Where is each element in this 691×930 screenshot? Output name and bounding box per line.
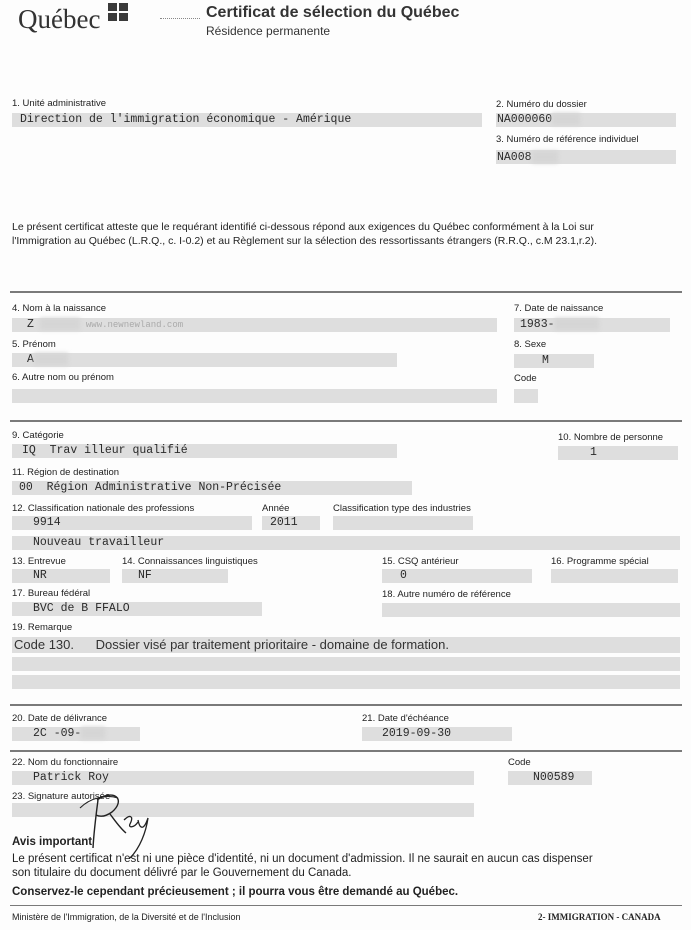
avis-line-1: Le présent certificat n'est ni une pièce d'identité, ni un document d'admission. Il ne saurait en aucun cas dispenser — [12, 853, 593, 865]
sexe-label: 8. Sexe — [514, 339, 547, 350]
intro-text-line-2: l'Immigration au Québec (L.R.Q., c. I-0.2) et au Règlement sur la sélection des ressortissants étrangers (R.R.Q., c.M 23.1,r.2). — [12, 235, 597, 247]
signature-label: 23. Signature autorisée — [12, 791, 111, 802]
fonctionnaire-value: Patrick Roy — [33, 771, 109, 784]
avis-title: Avis important — [12, 836, 93, 848]
annee-value: 2011 — [270, 516, 298, 529]
footer-copy: 2- IMMIGRATION - CANADA — [538, 912, 661, 922]
programme-field — [551, 569, 678, 583]
nom-label: 4. Nom à la naissance — [12, 303, 106, 314]
fleur-de-lis-flag-icon — [107, 2, 131, 22]
quebec-logo — [18, 2, 131, 35]
dossier-label: 2. Numéro du dossier — [496, 99, 587, 110]
remarque-value: Code 130. Dossier visé par traitement prioritaire - domaine de formation. — [14, 637, 449, 652]
echeance-label: 21. Date d'échéance — [362, 713, 449, 724]
sexe-field — [514, 354, 594, 368]
remarque-field-3 — [12, 675, 680, 689]
divider-footer — [10, 905, 682, 906]
remarque-field-2 — [12, 657, 680, 671]
personnes-value: 1 — [590, 446, 597, 459]
fonctionnaire-code-label: Code — [508, 757, 531, 768]
region-label: 11. Région de destination — [12, 467, 120, 478]
avis-line-3: Conservez-le cependant précieusement ; il pourra vous être demandé au Québec. — [12, 886, 459, 898]
prenom-field — [12, 353, 397, 367]
categorie-value: IQ Trav illeur qualifié — [22, 444, 188, 457]
bureau-value: BVC de B FFALO — [33, 602, 130, 615]
prenom-label: 5. Prénom — [12, 339, 56, 350]
prenom-value: A — [27, 353, 68, 367]
divider-identity — [10, 291, 682, 293]
remarque-label: 19. Remarque — [12, 622, 73, 633]
autre-ref-field — [382, 603, 680, 617]
profession-value: Nouveau travailleur — [33, 536, 165, 549]
personnes-label: 10. Nombre de personne — [558, 432, 664, 443]
reference-label: 3. Numéro de référence individuel — [496, 134, 639, 145]
dossier-value: NA000060 — [497, 113, 580, 127]
entrevue-label: 13. Entrevue — [12, 556, 66, 567]
divider-details — [10, 420, 682, 422]
document-title: Certificat de sélection du Québec — [206, 4, 460, 21]
cnp-value: 9914 — [33, 516, 61, 529]
industries-field — [333, 516, 473, 530]
header-dotted-line — [160, 18, 200, 19]
divider-fonctionnaire — [10, 750, 682, 752]
langues-label: 14. Connaissances linguistiques — [122, 556, 258, 567]
reference-value: NA008 — [497, 151, 558, 165]
entrevue-field — [12, 569, 110, 583]
langues-value: NF — [138, 569, 152, 582]
industries-label: Classification type des industries — [333, 503, 471, 514]
categorie-label: 9. Catégorie — [12, 430, 64, 441]
autre-nom-field — [12, 389, 497, 403]
bureau-label: 17. Bureau fédéral — [12, 588, 91, 599]
unite-value: Direction de l'immigration économique - Amérique — [20, 113, 352, 126]
echeance-value: 2019-09-30 — [382, 727, 452, 740]
divider-dates — [10, 704, 682, 706]
naissance-value: 1983- — [520, 318, 599, 332]
delivrance-value: 2C -09- — [33, 727, 105, 741]
csq-label: 15. CSQ antérieur — [382, 556, 459, 567]
autre-ref-label: 18. Autre numéro de référence — [382, 589, 511, 600]
code-field — [514, 389, 538, 403]
region-value: 00 Région Administrative Non-Précisée — [19, 481, 282, 494]
naissance-label: 7. Date de naissance — [514, 303, 604, 314]
personnes-field — [558, 446, 678, 460]
annee-label: Année — [262, 503, 290, 514]
watermark: www.newnewland.com — [85, 320, 184, 331]
csq-value: 0 — [400, 569, 407, 582]
fonctionnaire-code-value: N00589 — [533, 771, 575, 784]
autre-nom-label: 6. Autre nom ou prénom — [12, 372, 114, 383]
logo-text: Québec — [18, 4, 101, 34]
cnp-label: 12. Classification nationale des professions — [12, 503, 195, 514]
programme-label: 16. Programme spécial — [551, 556, 649, 567]
nom-value: Z www.newnewland.com — [27, 318, 184, 332]
handwritten-signature-icon — [60, 770, 170, 865]
delivrance-label: 20. Date de délivrance — [12, 713, 108, 724]
sexe-value: M — [542, 354, 549, 367]
code-label: Code — [514, 373, 537, 384]
avis-line-2: son titulaire du document délivré par le Gouvernement du Canada. — [12, 867, 352, 879]
document-subtitle: Résidence permanente — [206, 24, 331, 38]
entrevue-value: NR — [33, 569, 47, 582]
footer-ministere: Ministère de l'Immigration, de la Diversité et de l'Inclusion — [12, 912, 241, 922]
fonctionnaire-label: 22. Nom du fonctionnaire — [12, 757, 119, 768]
unite-label: 1. Unité administrative — [12, 98, 106, 109]
intro-text-line-1: Le présent certificat atteste que le requérant identifié ci-dessous répond aux exigences du Québec conformément à la Loi sur — [12, 221, 594, 233]
